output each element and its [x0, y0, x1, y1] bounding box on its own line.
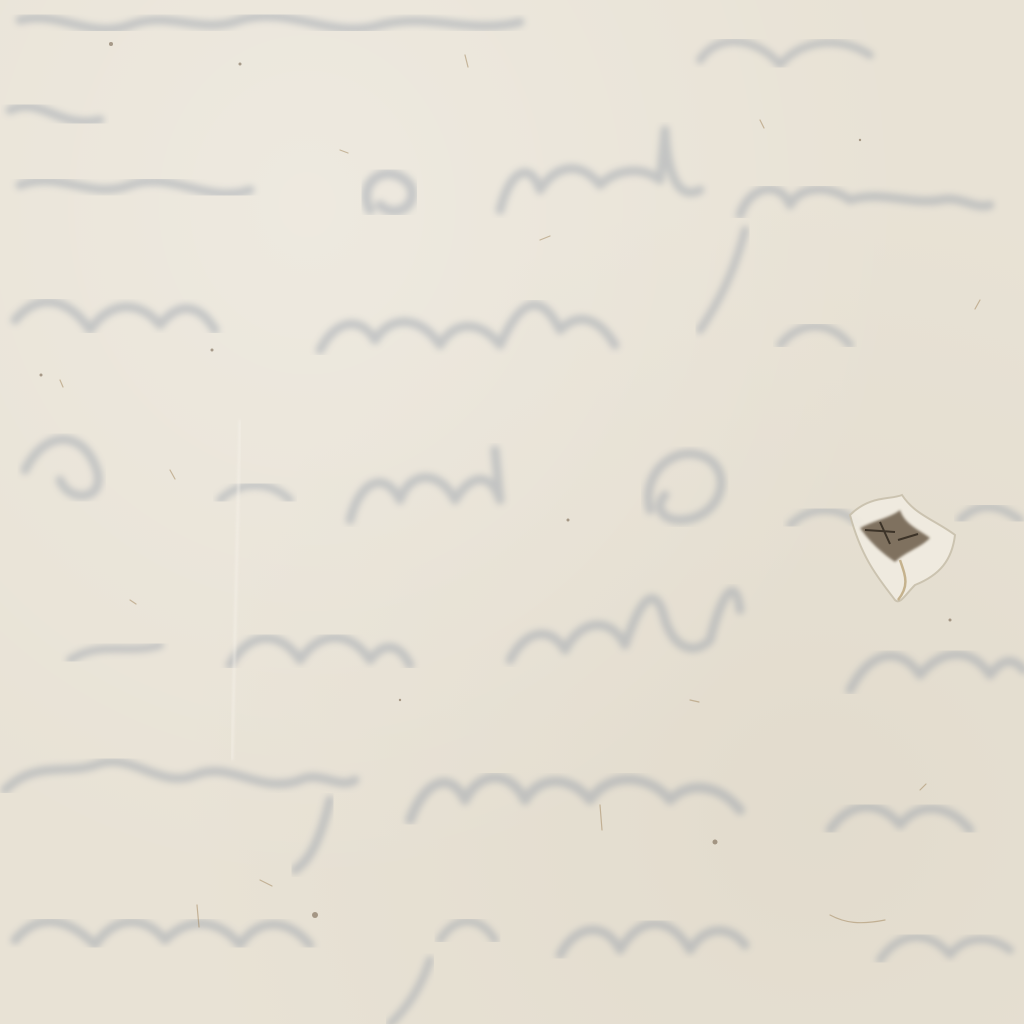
handwriting-line-5 [70, 591, 1024, 690]
handwriting-line-2 [10, 106, 990, 330]
handwriting-line-3 [15, 302, 850, 350]
paper-damage-hole [850, 495, 955, 601]
handwriting-line-1 [20, 16, 870, 65]
handwriting-line-7 [15, 921, 1010, 1024]
handwriting-line-6 [5, 762, 970, 870]
paper-crease [232, 420, 240, 760]
